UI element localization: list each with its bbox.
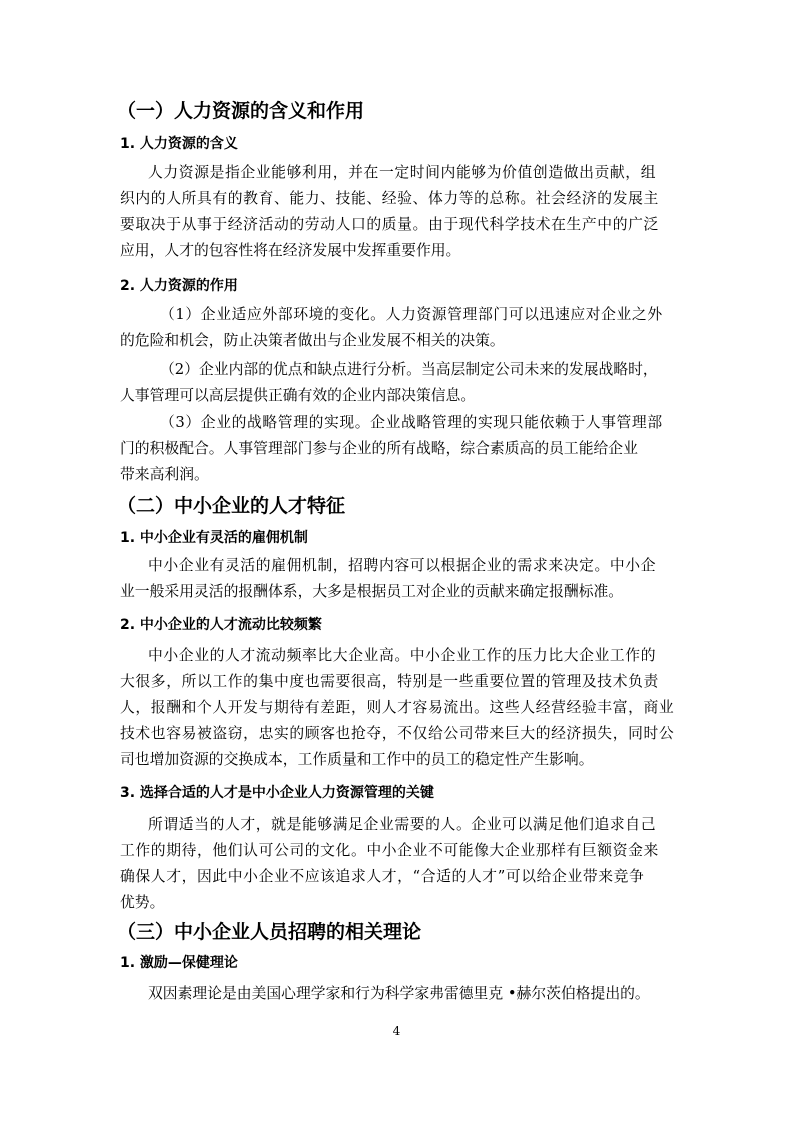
paragraph-line: 大很多，所以工作的集中度也需要很高，特别是一些重要位置的管理及技术负责 — [120, 673, 659, 690]
paragraph-line: 人事管理可以高层提供正确有效的企业内部决策信息。 — [120, 387, 476, 404]
paragraph-line: 人力资源是指企业能够利用，并在一定时间内能够为价值创造做出贡献，组 — [148, 164, 657, 181]
section-title-1: （一）人力资源的含义和作用 — [117, 100, 365, 122]
paragraph-line: 中小企业的人才流动频率比大企业高。中小企业工作的压力比大企业工作的 — [148, 647, 657, 664]
paragraph-line: 优势。 — [120, 894, 165, 911]
subsection-heading: 1. 激励—保健理论 — [120, 955, 238, 971]
paragraph-line: （1）企业适应外部环境的变化。人力资源管理部门可以迅速应对企业之外 — [160, 306, 663, 323]
paragraph-line: 应用，人才的包容性将在经济发展中发挥重要作用。 — [120, 242, 461, 259]
paragraph-line: 带来高利润。 — [120, 466, 209, 483]
paragraph-line: （2）企业内部的优点和缺点进行分析。当高层制定公司未来的发展战略时， — [160, 361, 658, 378]
paragraph-line: 中小企业有灵活的雇佣机制，招聘内容可以根据企业的需求来决定。中小企 — [148, 557, 657, 574]
paragraph-line: 织内的人所具有的教育、能力、技能、经验、体力等的总称。社会经济的发展主 — [120, 190, 659, 207]
paragraph — [120, 812, 680, 916]
paragraph-line: 工作的期待，他们认可公司的文化。中小企业不可能像大企业那样有巨额资金来 — [120, 842, 659, 859]
subsection-heading: 3. 选择合适的人才是中小企业人力资源管理的关键 — [120, 785, 434, 801]
subsection-heading: 2. 中小企业的人才流动比较频繁 — [120, 617, 322, 633]
paragraph — [120, 643, 680, 773]
paragraph-line: 门的积极配合。人事管理部门参与企业的所有战略，综合素质高的员工能给企业 — [120, 440, 638, 457]
paragraph-line: 的危险和机会，防止决策者做出与企业发展不相关的决策。 — [120, 332, 505, 349]
page-number: 4 — [392, 1024, 401, 1038]
paragraph — [120, 410, 680, 488]
paragraph-line: 确保人才，因此中小企业不应该追求人才，“合适的人才”可以给企业带来竞争 — [120, 868, 645, 885]
paragraph-line: 业一般采用灵活的报酬体系，大多是根据员工对企业的贡献来确定报酬标准。 — [120, 583, 624, 600]
subsection-heading: 1. 中小企业有灵活的雇佣机制 — [120, 530, 308, 546]
paragraph-line: （3）企业的战略管理的实现。企业战略管理的实现只能依赖于人事管理部 — [160, 414, 663, 431]
paragraph — [120, 160, 680, 264]
paragraph — [120, 553, 680, 605]
section-title-3: （三）中小企业人员招聘的相关理论 — [117, 921, 422, 943]
paragraph-line: 人，报酬和个人开发与期待有差距，则人才容易流出。这些人经营经验丰富，商业 — [120, 699, 675, 716]
paragraph-line: 技术也容易被盗窃，忠实的顾客也抢夺，不仅给公司带来巨大的经济损失，同时公 — [120, 725, 675, 742]
subsection-heading: 1. 人力资源的含义 — [120, 136, 238, 152]
section-title-2: （二）中小企业的人才特征 — [117, 495, 346, 517]
paragraph — [120, 302, 680, 354]
paragraph-line: 双因素理论是由美国心理学家和行为科学家弗雷德里克 •赫尔茨伯格提出的。 — [148, 985, 650, 1002]
paragraph — [120, 357, 680, 409]
paragraph-line: 司也增加资源的交换成本，工作质量和工作中的员工的稳定性产生影响。 — [120, 751, 594, 768]
subsection-heading: 2. 人力资源的作用 — [120, 278, 238, 294]
paragraph — [120, 981, 680, 1007]
paragraph-line: 要取决于从事于经济活动的劳动人口的质量。由于现代科学技术在生产中的广泛 — [120, 216, 659, 233]
paragraph-line: 所谓适当的人才，就是能够满足企业需要的人。企业可以满足他们追求自己 — [148, 816, 657, 833]
